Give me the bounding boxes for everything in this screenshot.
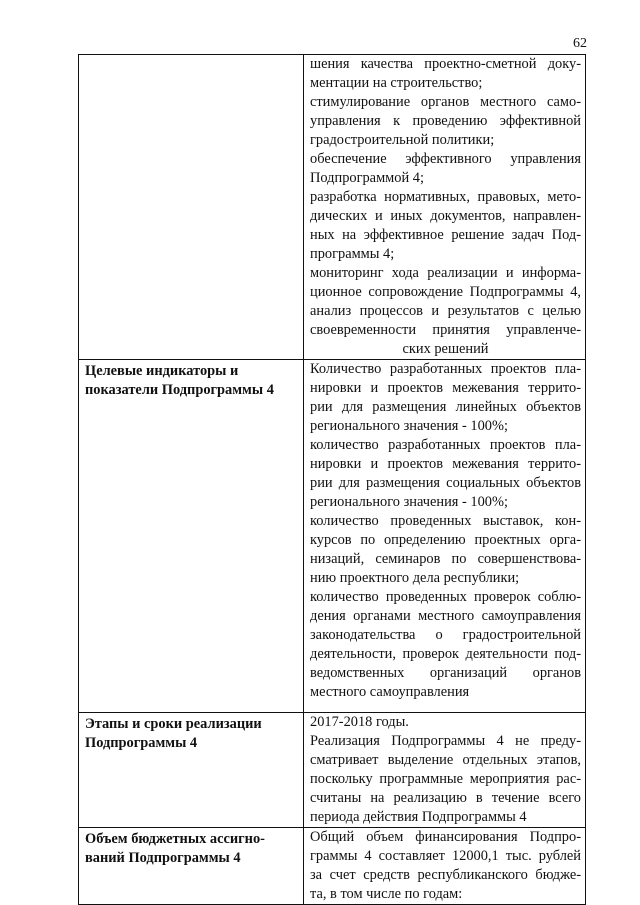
text-line: дения органами местного самоуправления <box>310 608 581 624</box>
row-label-cell <box>79 713 304 828</box>
text-line: шения качества проектно-сметной доку- <box>310 56 581 72</box>
table-row <box>79 360 586 713</box>
text-line: разработка нормативных, правовых, мето- <box>310 189 581 205</box>
text-line: градостроительной политики; <box>310 132 495 148</box>
text-line: рии для размещения линейных объектов <box>310 399 581 415</box>
row-text-cell <box>304 828 586 905</box>
text-line: деятельности, проверок деятельности под- <box>310 646 581 662</box>
text-line: та, в том числе по годам: <box>310 886 463 902</box>
row-label-line: Целевые индикаторы и <box>85 363 239 379</box>
text-line: низаций, семинаров по совершенствова- <box>310 551 581 567</box>
text-line: Реализация Подпрограммы 4 не преду- <box>310 733 581 749</box>
text-line: количество проведенных проверок соблю- <box>310 589 581 605</box>
text-line: мониторинг хода реализации и информа- <box>310 265 581 281</box>
subprogram-passport-table <box>78 54 586 905</box>
text-line: рии для размещения социальных объектов <box>310 475 581 491</box>
table-body <box>79 55 586 905</box>
text-line: количество разработанных проектов пла- <box>310 437 581 453</box>
text-line: граммы 4 составляет 12000,1 тыс. рублей <box>310 848 581 864</box>
text-line: за счет средств республиканского бюдже- <box>310 867 581 883</box>
text-line: количество проведенных выставок, кон- <box>310 513 581 529</box>
text-line: нию проектного дела республики; <box>310 570 520 586</box>
text-line: нировки и проектов межевания террито- <box>310 456 581 472</box>
row-text-cell <box>304 55 586 360</box>
table-row <box>79 55 586 360</box>
table-row <box>79 828 586 905</box>
row-label-line: показатели Подпрограммы 4 <box>85 382 274 398</box>
row-label-cell <box>79 55 304 360</box>
text-line: ведомственных организаций органов <box>310 665 581 681</box>
cell-spacer <box>310 702 581 712</box>
text-line: курсов по определению проектных орга- <box>310 532 581 548</box>
text-line: ных на эффективное решение задач Под- <box>310 227 581 243</box>
text-line: регионального значения - 100%; <box>310 418 508 434</box>
text-line: своевременности принятия управленче- <box>310 322 581 338</box>
row-label-line: Подпрограммы 4 <box>85 735 198 751</box>
text-line: 2017-2018 годы. <box>310 714 409 730</box>
row-label-line: ваний Подпрограммы 4 <box>85 850 241 866</box>
text-line: Количество разработанных проектов пла- <box>310 361 581 377</box>
text-line: Общий объем финансирования Подпро- <box>310 829 581 845</box>
row-text-cell <box>304 360 586 713</box>
row-label-cell <box>79 360 304 713</box>
text-line: регионального значения - 100%; <box>310 494 508 510</box>
text-line: ментации на строительство; <box>310 75 483 91</box>
row-label-cell <box>79 828 304 905</box>
row-text-cell <box>304 713 586 828</box>
text-line: законодательства о градостроительной <box>310 627 581 643</box>
page-number: 62 <box>573 36 587 51</box>
text-line: местного самоуправления <box>310 684 470 700</box>
text-line: сматривает выделение отдельных этапов, <box>310 752 581 768</box>
text-line: считаны на реализацию в течение всего <box>310 790 581 806</box>
text-line: ских решений <box>402 341 489 357</box>
text-line: анализ процессов и результатов с целью <box>310 303 581 319</box>
table-row <box>79 713 586 828</box>
text-line: ционное сопровождение Подпрограммы 4, <box>310 284 581 300</box>
text-line: поскольку программные мероприятия рас- <box>310 771 581 787</box>
text-line: управления к проведению эффективной <box>310 113 581 129</box>
text-line: обеспечение эффективного управления <box>310 151 581 167</box>
text-line: дических и иных документов, направлен- <box>310 208 581 224</box>
text-line: периода действия Подпрограммы 4 <box>310 809 527 825</box>
text-line: стимулирование органов местного само- <box>310 94 581 110</box>
row-label-line: Объем бюджетных ассигно- <box>85 831 265 847</box>
text-line: программы 4; <box>310 246 395 262</box>
text-line: нировки и проектов межевания террито- <box>310 380 581 396</box>
text-line: Подпрограммой 4; <box>310 170 424 186</box>
row-label-line: Этапы и сроки реализации <box>85 716 262 732</box>
